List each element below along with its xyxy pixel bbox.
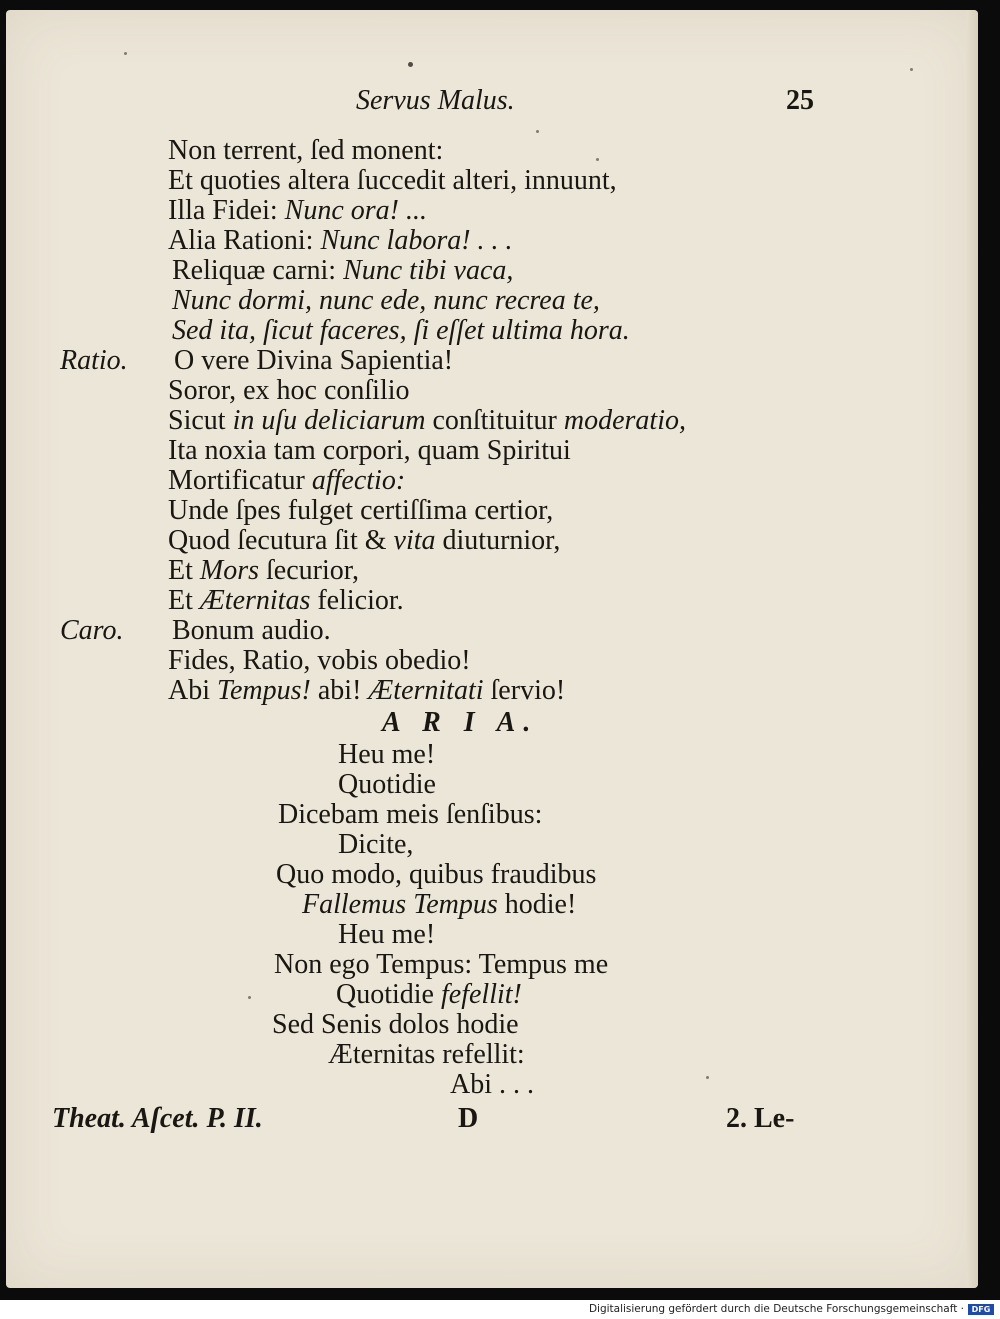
aria-line: Heu me! [338, 919, 436, 950]
book-page [6, 10, 978, 1288]
aria-line: Dicite, [338, 829, 414, 860]
verse-line: Fides, Ratio, vobis obedio! [168, 645, 471, 676]
verse-line: Bonum audio. [172, 615, 331, 646]
aria-line: Quotidie [338, 769, 436, 800]
verse-line: Et Æternitas felicior. [168, 585, 404, 616]
paper-speck [536, 130, 539, 133]
speaker-label: Ratio. [60, 345, 128, 376]
aria-heading: A R I A. [382, 707, 539, 738]
verse-line: Alia Rationi: Nunc labora! . . . [168, 225, 513, 256]
verse-line: Soror, ex hoc conſilio [168, 375, 410, 406]
verse-line: Sicut in uſu deliciarum conſtituitur moderatio, [168, 405, 686, 436]
verse-line: Et quoties altera ſuccedit alteri, innuunt, [168, 165, 617, 196]
catchword: 2. Le- [726, 1103, 795, 1134]
verse-line: Et Mors ſecurior, [168, 555, 359, 586]
aria-line: Non ego Tempus: Tempus me [274, 949, 609, 980]
page-number: 25 [786, 85, 814, 116]
paper-speck [408, 62, 413, 67]
verse-line: O vere Divina Sapientia! [174, 345, 454, 376]
aria-line: Dicebam meis ſenſibus: [278, 799, 543, 830]
paper-speck [596, 158, 599, 161]
aria-line: Æternitas refellit: [328, 1039, 525, 1070]
verse-line: Unde ſpes fulget certiſſima certior, [168, 495, 554, 526]
page-edge [966, 10, 978, 1288]
footer-short-title: Theat. Aſcet. P. II. [52, 1103, 263, 1134]
verse-line: Nunc dormi, nunc ede, nunc recrea te, [172, 285, 600, 316]
verse-line: Illa Fidei: Nunc ora! ... [168, 195, 427, 226]
verse-line: Non terrent, ſed monent: [168, 135, 444, 166]
digitization-credit: Digitalisierung gefördert durch die Deutsche Forschungsgemeinschaft · [588, 1303, 964, 1315]
aria-line: Quotidie fefellit! [336, 979, 522, 1010]
running-head-title: Servus Malus. [356, 85, 515, 116]
aria-line: Heu me! [338, 739, 436, 770]
paper-speck [910, 68, 913, 71]
paper-speck [248, 996, 251, 999]
verse-line: Quod ſecutura ſit & vita diuturnior, [168, 525, 561, 556]
aria-line: Quo modo, quibus fraudibus [276, 859, 597, 890]
paper-speck [124, 52, 127, 55]
verse-line: Ita noxia tam corpori, quam Spiritui [168, 435, 571, 466]
verse-line: Mortificatur affectio: [168, 465, 406, 496]
verse-line: Reliquæ carni: Nunc tibi vaca, [172, 255, 514, 286]
verse-line: Sed ita, ſicut faceres, ſi eſſet ultima hora. [172, 315, 630, 346]
aria-line: Sed Senis dolos hodie [272, 1009, 519, 1040]
aria-line: Fallemus Tempus hodie! [302, 889, 577, 920]
aria-line: Abi . . . [450, 1069, 534, 1100]
signature-mark: D [458, 1103, 479, 1134]
paper-speck [706, 1076, 709, 1079]
speaker-label: Caro. [60, 615, 124, 646]
verse-line: Abi Tempus! abi! Æternitati ſervio! [168, 675, 566, 706]
dfg-logo: DFG [968, 1304, 994, 1315]
